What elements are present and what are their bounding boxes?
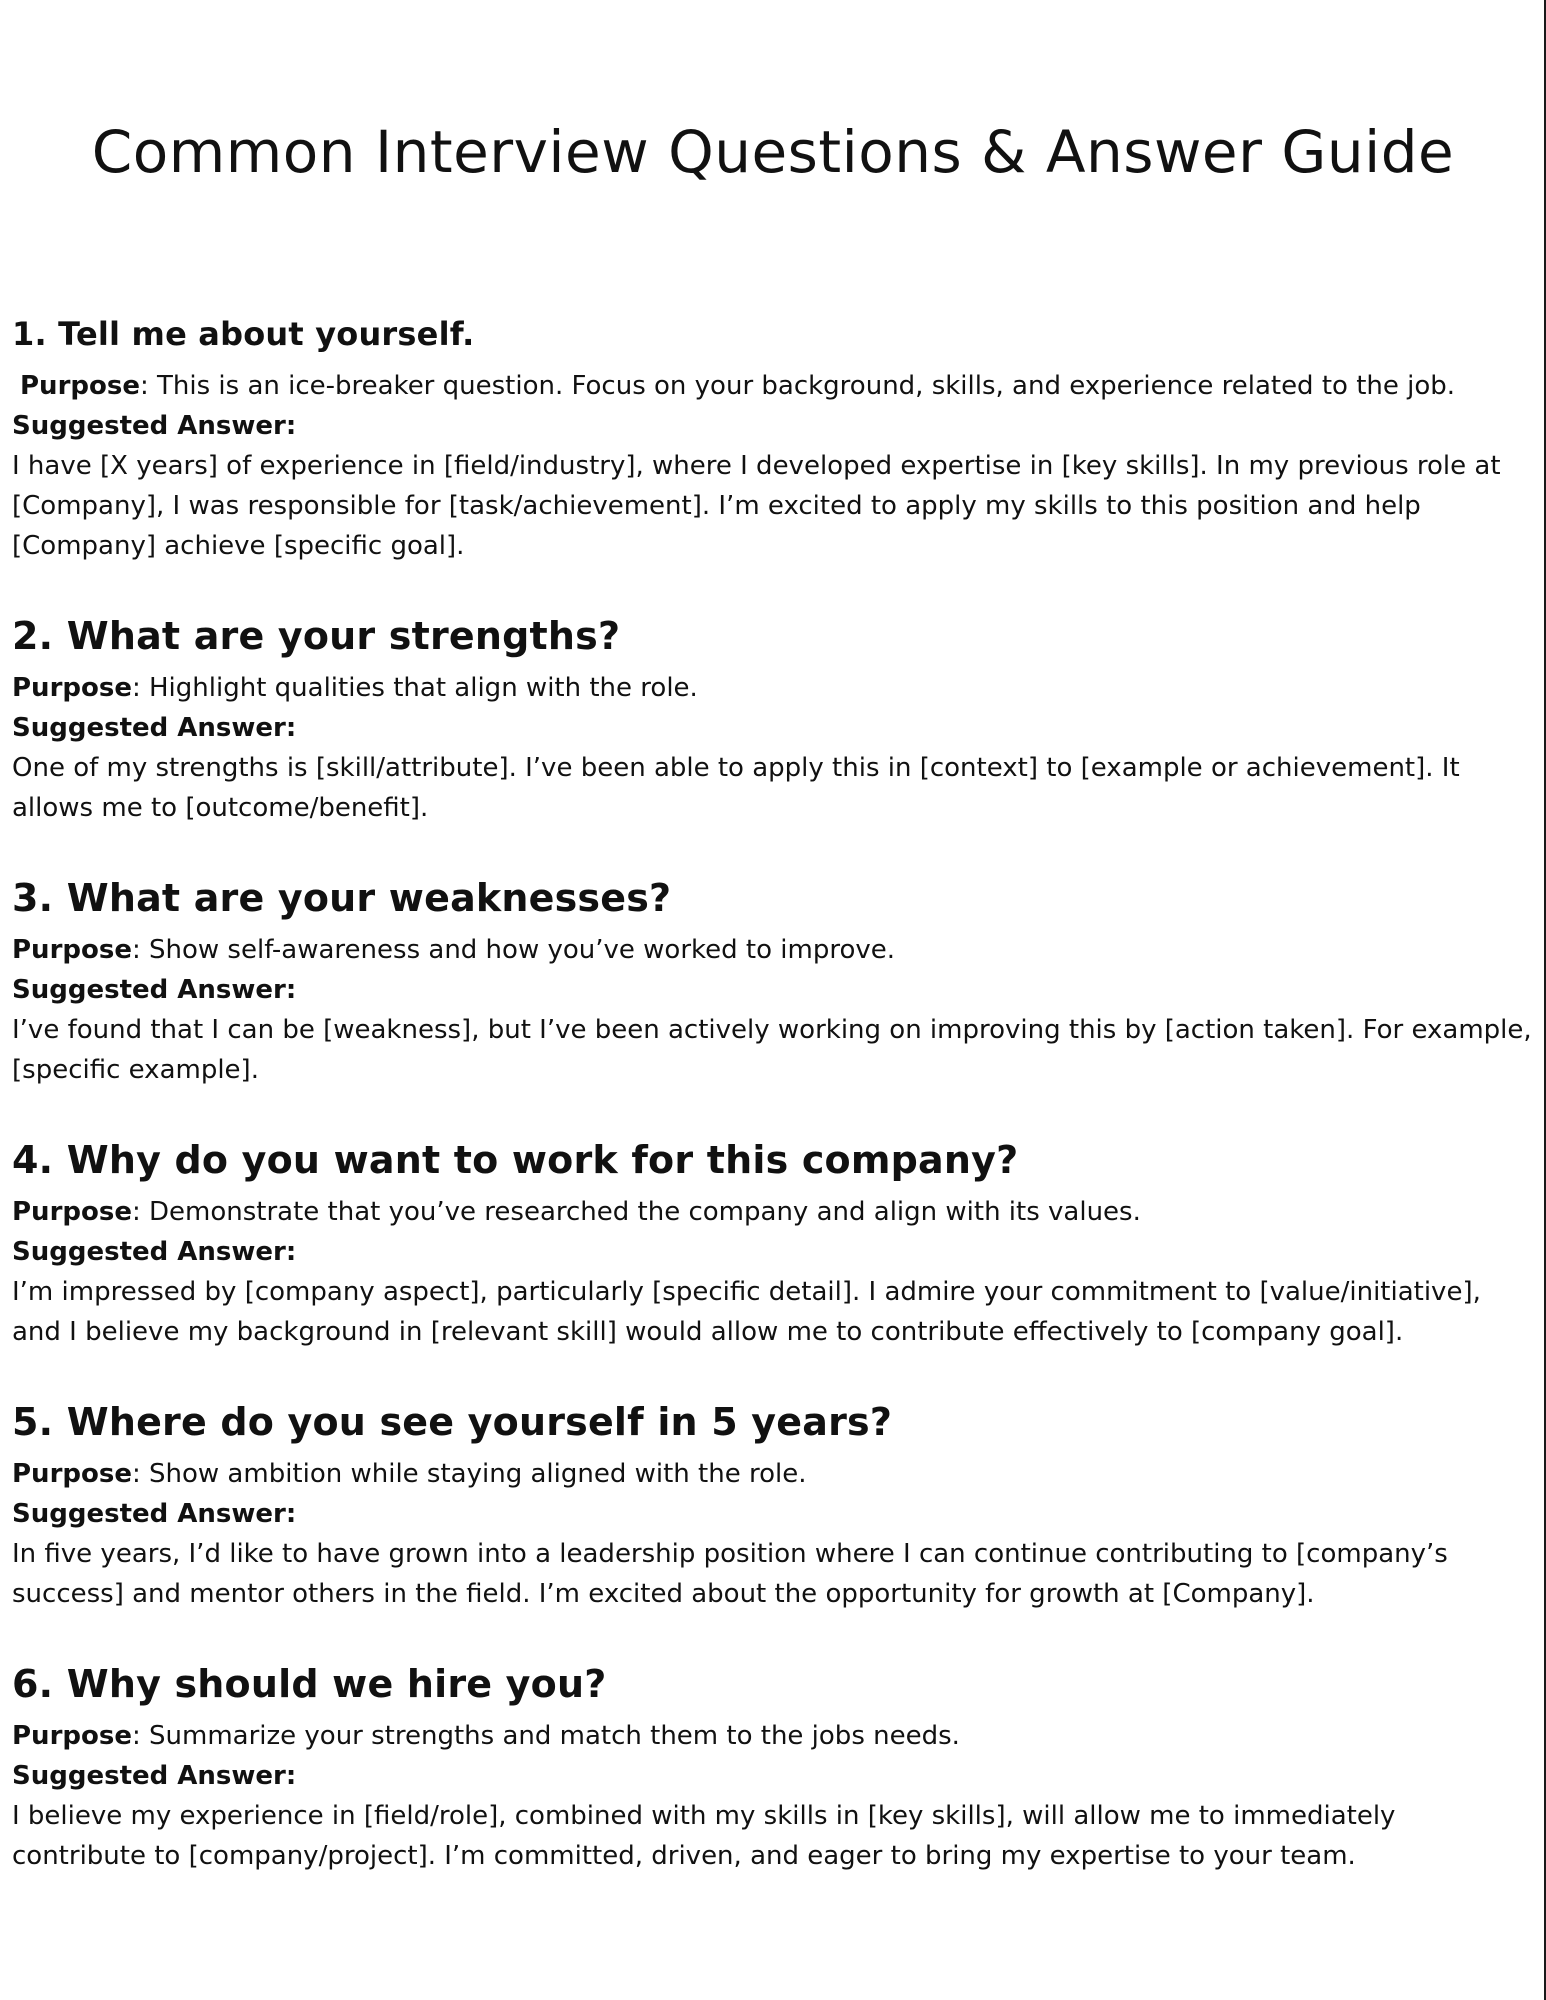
question-section-5 <box>12 1396 1532 1614</box>
purpose-line <box>12 668 1532 708</box>
question-section-3 <box>12 872 1532 1090</box>
suggested-answer-text: In five years, I’d like to have grown into a leadership position where I can continue contributing to [company’s success] and mentor others in the field. I’m excited about the opportunity for growth at [Company]. <box>12 1539 1448 1609</box>
suggested-answer-label: Suggested Answer: <box>12 411 297 441</box>
question-section-1 <box>12 308 1532 566</box>
question-heading: 1. Tell me about yourself. <box>12 315 475 353</box>
purpose-label: Purpose <box>20 371 140 401</box>
purpose-label: Purpose <box>12 673 132 703</box>
suggested-answer-text: I have [X years] of experience in [field/industry], where I developed expertise in [key skills]. In my previous role at [Company], I was responsible for [task/achievement]. I’m excited to apply my skills to this position and help [Company] achieve [specific goal]. <box>12 451 1501 561</box>
purpose-line <box>12 930 1532 970</box>
purpose-text: : Show self-awareness and how you’ve worked to improve. <box>131 935 896 965</box>
question-heading: 6. Why should we hire you? <box>12 1662 607 1706</box>
suggested-answer-label: Suggested Answer: <box>12 1499 297 1529</box>
purpose-text: : Demonstrate that you’ve researched the company and align with its values. <box>131 1197 1141 1227</box>
question-section-6 <box>12 1658 1532 1876</box>
purpose-label: Purpose <box>12 1459 132 1489</box>
suggested-answer-label: Suggested Answer: <box>12 713 297 743</box>
purpose-text: : Show ambition while staying aligned with the role. <box>131 1459 807 1489</box>
purpose-line <box>12 1716 1532 1756</box>
purpose-text: : Highlight qualities that align with the role. <box>131 673 698 703</box>
suggested-answer-label: Suggested Answer: <box>12 975 297 1005</box>
suggested-answer-text: One of my strengths is [skill/attribute]. I’ve been able to apply this in [context] to [example or achievement]. It allows me to [outcome/benefit]. <box>12 753 1460 823</box>
suggested-answer-text: I believe my experience in [field/role], combined with my skills in [key skills], will allow me to immediately contribute to [company/project]. I’m committed, driven, and eager to bring my expertise to your team. <box>12 1801 1396 1871</box>
suggested-answer-text: I’ve found that I can be [weakness], but I’ve been actively working on improving this by [action taken]. For example, [specific example]. <box>12 1015 1532 1085</box>
document-title: Common Interview Questions & Answer Guide <box>91 118 1455 186</box>
question-section-4 <box>12 1134 1532 1352</box>
purpose-line <box>12 1454 1532 1494</box>
suggested-answer-text: I’m impressed by [company aspect], particularly [specific detail]. I admire your commitment to [value/initiative], and I believe my background in [relevant skill] would allow me to contribute effectively to [company goal]. <box>12 1277 1481 1347</box>
question-section-2 <box>12 610 1532 828</box>
purpose-line <box>12 366 1532 406</box>
question-heading: 4. Why do you want to work for this company? <box>12 1138 1019 1182</box>
purpose-line <box>12 1192 1532 1232</box>
question-heading: 5. Where do you see yourself in 5 years? <box>12 1400 893 1444</box>
suggested-answer-label: Suggested Answer: <box>12 1237 297 1267</box>
purpose-label: Purpose <box>12 1721 132 1751</box>
purpose-label: Purpose <box>12 1197 132 1227</box>
purpose-label: Purpose <box>12 935 132 965</box>
purpose-text: : This is an ice-breaker question. Focus on your background, skills, and experience related to the job. <box>139 371 1456 401</box>
questions-list <box>12 308 1532 1920</box>
purpose-text: : Summarize your strengths and match them to the jobs needs. <box>131 1721 960 1751</box>
question-heading: 2. What are your strengths? <box>12 614 621 658</box>
question-heading: 3. What are your weaknesses? <box>12 876 672 920</box>
suggested-answer-label: Suggested Answer: <box>12 1761 297 1791</box>
